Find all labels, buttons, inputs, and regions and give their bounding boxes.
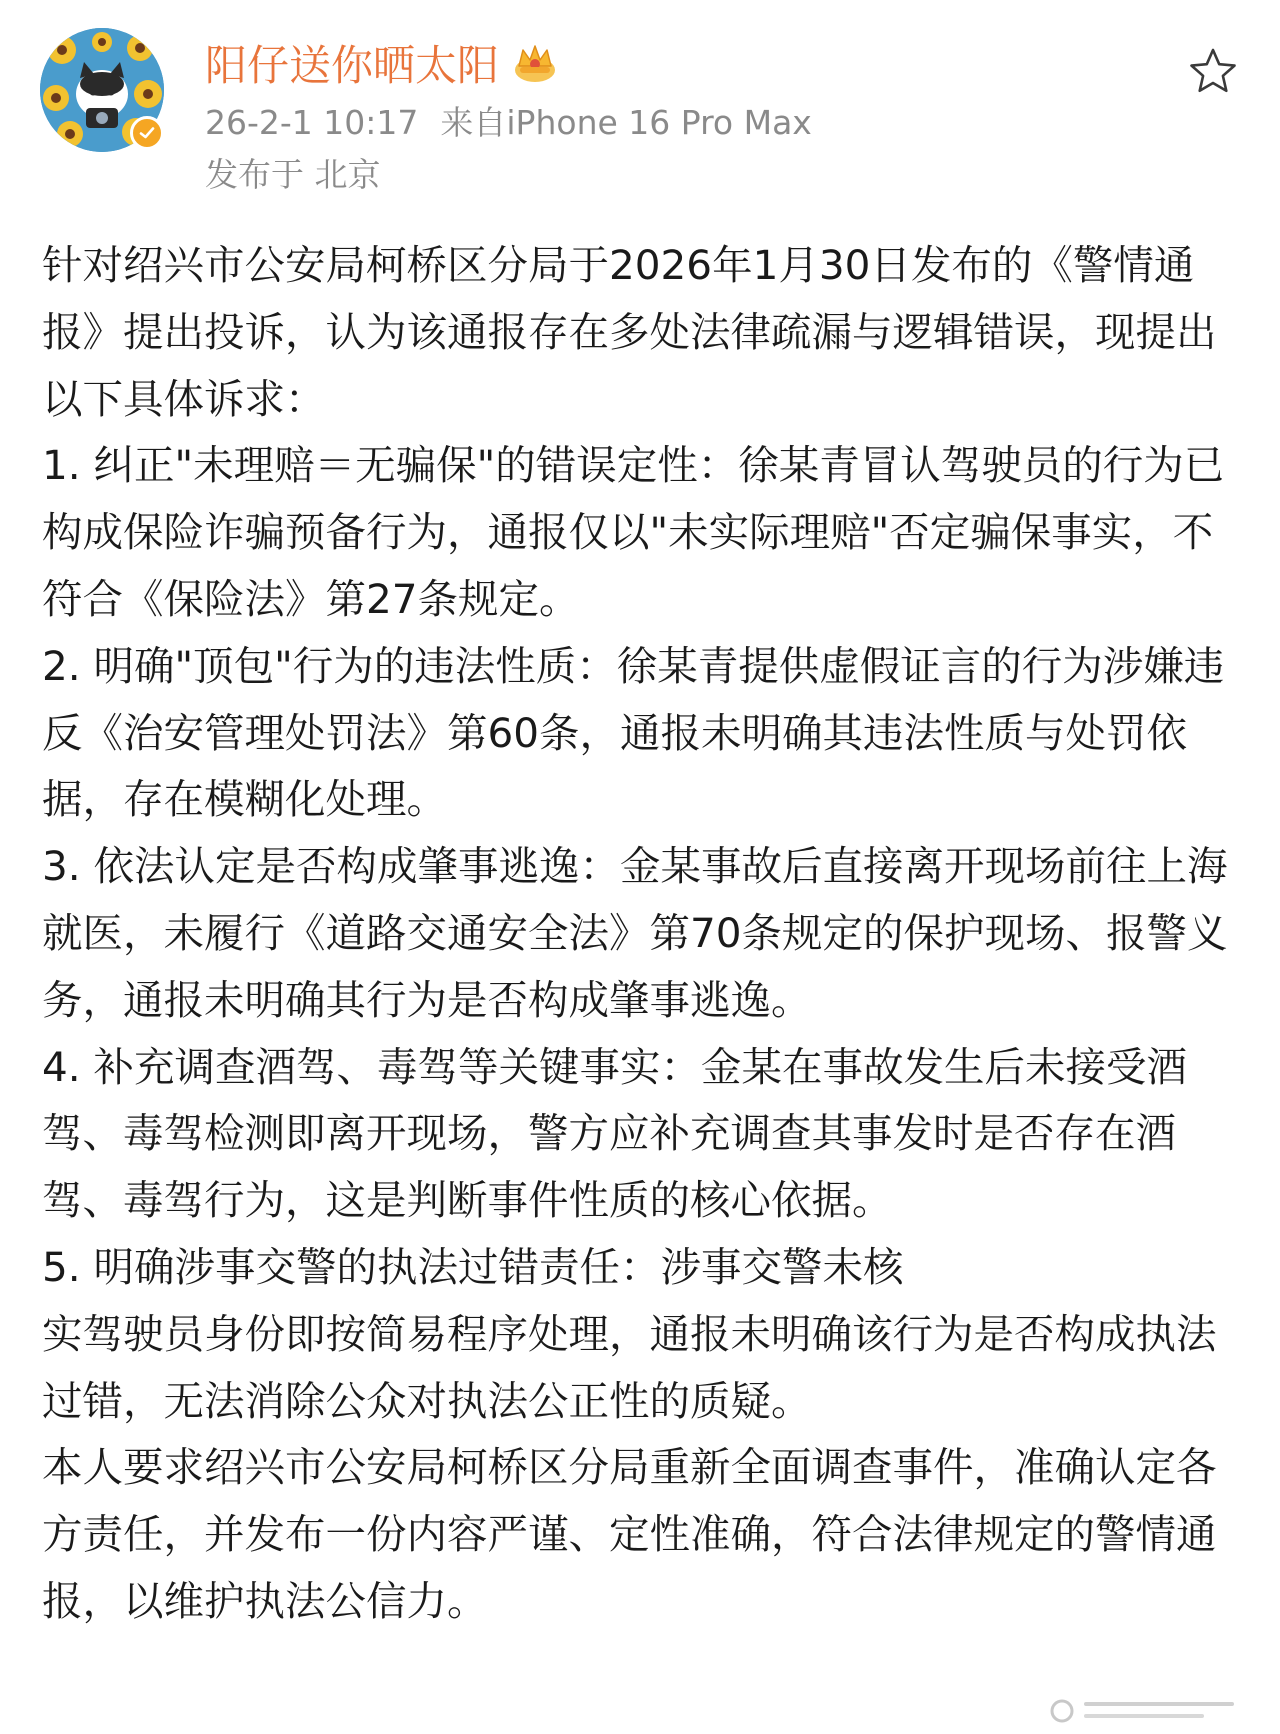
post-paragraph: 1. 纠正"未理赔＝无骗保"的错误定性：徐某青冒认驾驶员的行为已构成保险诈骗预备行为，通报仅以"未实际理赔"否定骗保事实，不符合《保险法》第27条规定。: [42, 441, 1225, 623]
post-source: 来自iPhone 16 Pro Max: [440, 103, 812, 142]
post-paragraph: 4. 补充调查酒驾、毒驾等关键事实：金某在事故发生后未接受酒驾、毒驾检测即离开现场，警方应补充调查其事发时是否存在酒驾、毒驾行为，这是判断事件性质的核心依据。: [42, 1042, 1188, 1225]
watermark-logo: [1040, 1690, 1260, 1730]
post-paragraph: 本人要求绍兴市公安局柯桥区分局重新全面调查事件，准确认定各方责任，并发布一份内容严谨、定性准确，符合法律规定的警情通报，以维护执法公信力。: [42, 1443, 1217, 1625]
post-paragraph: 实驾驶员身份即按简易程序处理，通报未明确该行为是否构成执法过错，无法消除公众对执法公正性的质疑。: [42, 1309, 1217, 1425]
post-paragraph: 针对绍兴市公安局柯桥区分局于2026年1月30日发布的《警情通报》提出投诉，认为该通报存在多处法律疏漏与逻辑错误，现提出以下具体诉求：: [42, 241, 1217, 423]
post-paragraph: 2. 明确"顶包"行为的违法性质：徐某青提供虚假证言的行为涉嫌违反《治安管理处罚法》第60条，通报未明确其违法性质与处罚依据，存在模糊化处理。: [42, 641, 1225, 824]
post-paragraph: 3. 依法认定是否构成肇事逃逸：金某事故后直接离开现场前往上海就医，未履行《道路交通安全法》第70条规定的保护现场、报警义务，通报未明确其行为是否构成肇事逃逸。: [42, 842, 1228, 1024]
verified-badge-icon: [130, 116, 164, 150]
author-name[interactable]: 阳仔送你晒太阳: [205, 41, 500, 90]
post-body: [42, 232, 1252, 1635]
star-icon: [1188, 46, 1238, 96]
post-timestamp: 26-2-1 10:17: [205, 103, 419, 142]
post-meta: [205, 100, 812, 146]
post-paragraph: 5. 明确涉事交警的执法过错责任：涉事交警未核: [42, 1242, 904, 1291]
favorite-button[interactable]: [1186, 44, 1240, 98]
crown-icon: [512, 40, 558, 84]
post-header: [0, 0, 1280, 200]
post-location: 发布于 北京: [205, 155, 381, 194]
